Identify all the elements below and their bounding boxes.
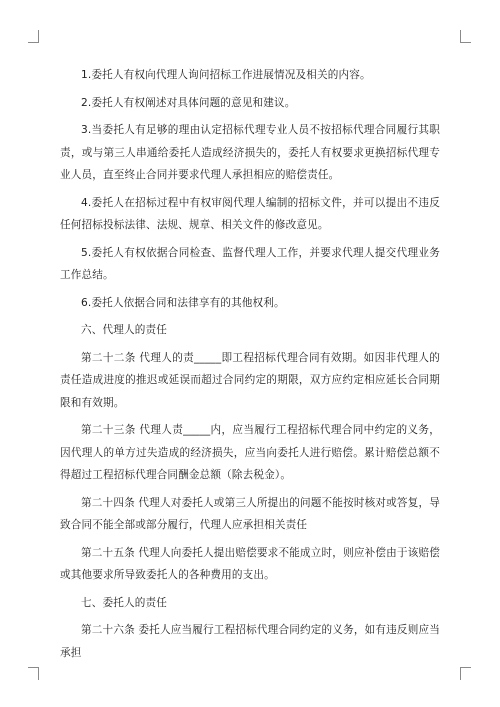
clause-paragraph: 1.委托人有权向代理人询问招标工作进展情况及相关的内容。 bbox=[81, 69, 371, 81]
article-paragraph: 第二十四条 代理人对委托人或第三人所提出的问题不能按时核对或答复，导致合同不能全部或部分履行，代理人应承担相关责任 bbox=[60, 496, 440, 531]
clause-paragraph: 3.当委托人有足够的理由认定招标代理专业人员不按招标代理合同履行其职责，或与第三人串通给委托人造成经济损失的，委托人有权要求更换招标代理专业人员，直至终止合同并要求代理人承担相应的赔偿责任。 bbox=[60, 124, 440, 181]
crop-mark-top-right bbox=[460, 30, 471, 43]
clause-paragraph: 2.委托人有权阐述对具体问题的意见和建议。 bbox=[81, 96, 296, 109]
clause-paragraph: 4.委托人在招标过程中有权审阅代理人编制的招标文件，并可以提出不违反任何招标投标法律、法规、规章、相关文件的修改意见。 bbox=[60, 196, 440, 231]
document-body bbox=[60, 64, 440, 669]
article-paragraph: 第二十五条 代理人向委托人提出赔偿要求不能成立时，则应补偿由于该赔偿或其他要求所导致委托人的各种费用的支出。 bbox=[60, 546, 440, 581]
section-heading: 七、委托人的责任 bbox=[81, 596, 167, 609]
article-paragraph: 第二十六条 委托人应当履行工程招标代理合同约定的义务，如有违反则应当承担 bbox=[60, 624, 440, 659]
article-paragraph: 第二十二条 代理人的责_____即工程招标代理合同有效期。如因非代理人的责任造成进度的推迟或延误而超过合同约定的期限，双方应约定相应延长合同期限和有效期。 bbox=[60, 351, 440, 409]
clause-paragraph: 5.委托人有权依据合同检查、监督代理人工作，并要求代理人提交代理业务工作总结。 bbox=[60, 246, 440, 281]
crop-mark-top-left bbox=[28, 30, 39, 43]
section-heading: 六、代理人的责任 bbox=[81, 324, 167, 336]
crop-mark-bottom-right bbox=[460, 667, 471, 680]
article-paragraph: 第二十三条 代理人责_____内，应当履行工程招标代理合同中约定的义务，因代理人的单方过失造成的经济损失，应当向委托人进行赔偿。累计赔偿总额不得超过工程招标代理合同酬金总额（除去税金）。 bbox=[60, 424, 440, 481]
crop-mark-bottom-left bbox=[28, 667, 39, 680]
clause-paragraph: 6.委托人依据合同和法律享有的其他权利。 bbox=[81, 296, 285, 309]
